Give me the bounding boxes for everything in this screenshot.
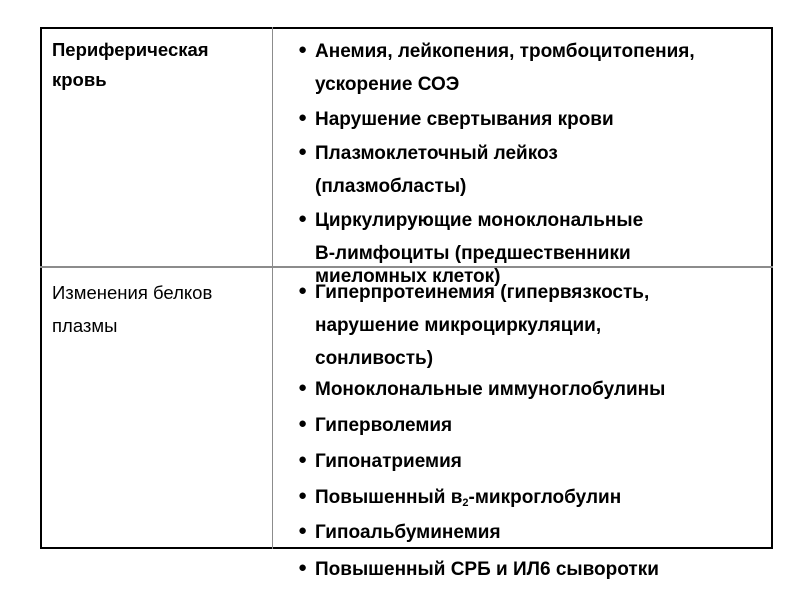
bullet-icon: ● <box>298 522 308 539</box>
item-text-line: Гиперпротеинемия (гипервязкость, <box>315 282 650 303</box>
item-text-line: Повышенный СРБ и ИЛ6 сыворотки <box>315 559 659 580</box>
item-text-line: Моноклональные иммуноглобулины <box>315 379 666 400</box>
item-text-line: сонливость) <box>315 348 434 369</box>
bullet-icon: ● <box>298 282 308 299</box>
item-text-part: -микроглобулин <box>468 487 622 508</box>
item-text-line: Циркулирующие моноклональные <box>315 210 644 231</box>
item-text-line: Гиперволемия <box>315 415 453 436</box>
bullet-icon: ● <box>298 109 308 126</box>
list-item <box>298 516 501 549</box>
item-text-line: Гипонатриемия <box>315 451 462 472</box>
item-text-line: ускорение СОЭ <box>315 74 460 95</box>
bullet-icon: ● <box>298 559 308 576</box>
row-label-line: Периферическая <box>52 39 209 60</box>
list-item <box>298 445 462 478</box>
row-label-peripheral-blood <box>52 35 209 95</box>
list-item <box>298 481 621 520</box>
item-text-line <box>315 481 621 520</box>
item-text-line: нарушение микроциркуляции, <box>315 315 602 336</box>
bullet-icon: ● <box>298 41 308 58</box>
item-text-line: миеломных клеток) <box>315 266 501 287</box>
bullet-icon: ● <box>298 415 308 432</box>
bullet-icon: ● <box>298 143 308 160</box>
bullet-icon: ● <box>298 379 308 396</box>
row-label-line: Изменения белков <box>52 282 213 303</box>
item-text-line: Анемия, лейкопения, тромбоцитопения, <box>315 41 695 62</box>
row-label-line: плазмы <box>52 315 118 336</box>
row-label-line: кровь <box>52 69 107 90</box>
list-item <box>298 35 695 101</box>
list-item <box>298 373 665 406</box>
item-text-line: В-лимфоциты (предшественники <box>315 243 631 264</box>
item-text-line: Гипоальбуминемия <box>315 522 501 543</box>
column-divider <box>272 27 273 549</box>
list-item <box>298 553 659 586</box>
item-text-subscript: 2 <box>462 497 469 509</box>
row-label-plasma-proteins <box>52 276 212 342</box>
item-text-line: Плазмоклеточный лейкоз <box>315 143 558 164</box>
item-text-part: Повышенный в <box>315 487 463 508</box>
list-item <box>298 137 558 203</box>
item-text-line: Нарушение свертывания крови <box>315 109 614 130</box>
list-item <box>298 276 649 375</box>
bullet-icon: ● <box>298 451 308 468</box>
list-item <box>298 103 614 136</box>
bullet-icon: ● <box>298 487 308 504</box>
list-item <box>298 409 452 442</box>
item-text-line: (плазмобласты) <box>315 176 467 197</box>
bullet-icon: ● <box>298 210 308 227</box>
